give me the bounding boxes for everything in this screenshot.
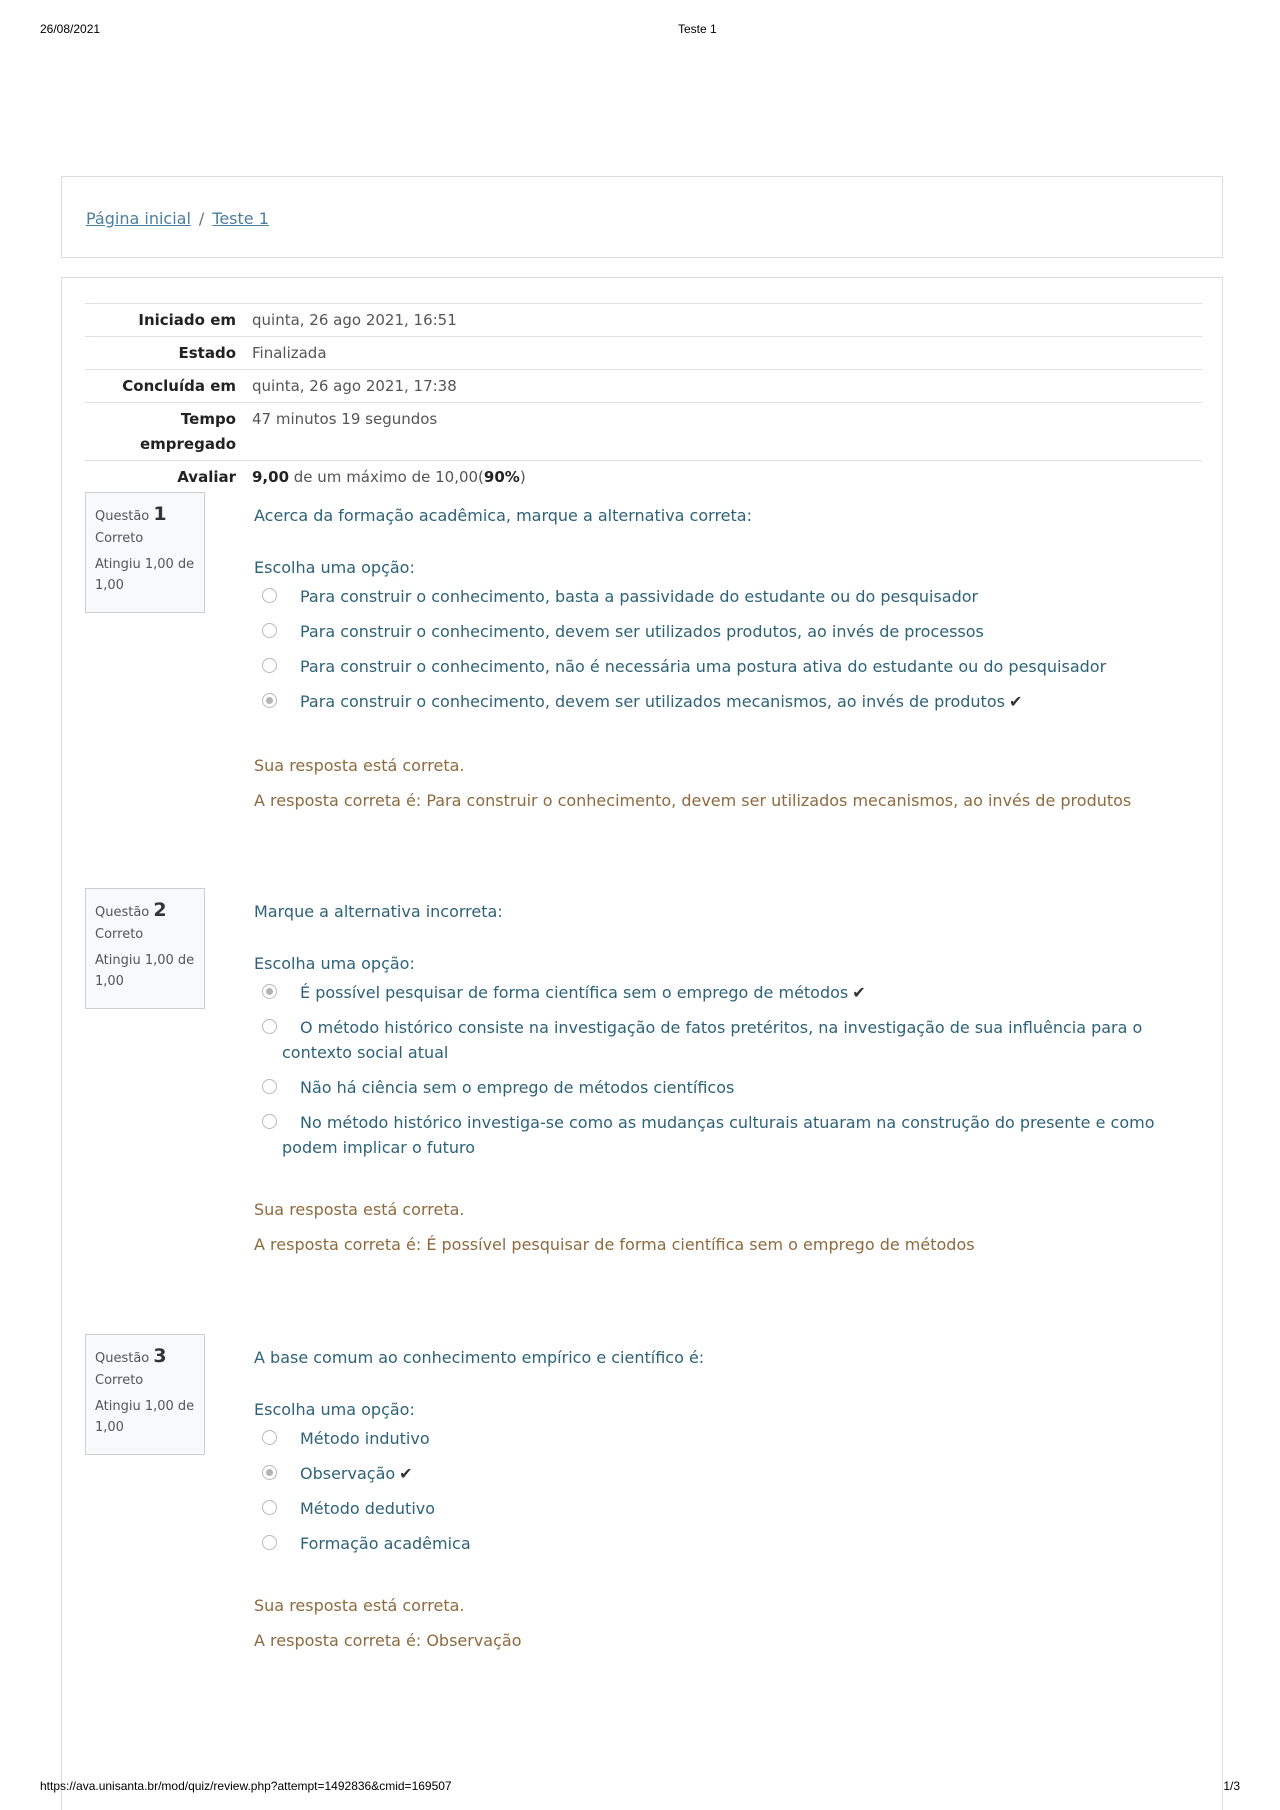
answer-option-selected[interactable]: Para construir o conhecimento, devem ser utilizados mecanismos, ao invés de produtos ✔	[254, 689, 1194, 714]
right-answer-text: A resposta correta é: É possível pesquisar de forma científica sem o emprego de métodos	[254, 1235, 975, 1254]
grade-end: )	[519, 468, 526, 486]
answer-option-selected[interactable]: É possível pesquisar de forma científica sem o emprego de métodos ✔	[254, 980, 1194, 1005]
right-answer-text: A resposta correta é: Para construir o conhecimento, devem ser utilizados mecanismos, ao invés de produtos	[254, 791, 1132, 810]
time-label	[85, 403, 250, 461]
breadcrumb-separator: /	[198, 209, 205, 228]
time-value: 47 minutos 19 segundos	[252, 410, 438, 428]
question-state: Correto	[95, 531, 144, 546]
completed-label: Concluída em	[122, 377, 236, 395]
summary-row-time	[85, 403, 1202, 461]
radio-button[interactable]	[262, 1079, 277, 1094]
started-value: quinta, 26 ago 2021, 16:51	[252, 311, 457, 329]
radio-button[interactable]	[262, 1430, 277, 1445]
question-info	[85, 1334, 205, 1455]
feedback-text: Sua resposta está correta.	[254, 1200, 465, 1219]
summary-row-grade	[85, 461, 1202, 494]
print-title: Teste 1	[678, 22, 717, 36]
answer-option[interactable]: Formação acadêmica	[254, 1531, 1194, 1556]
answer-option[interactable]: Método indutivo	[254, 1426, 1194, 1451]
radio-button[interactable]	[262, 1114, 277, 1129]
question-grade: Atingiu 1,00 de 1,00	[95, 1399, 195, 1435]
print-footer	[0, 1779, 1280, 1795]
checkmark-icon: ✔	[852, 983, 866, 1002]
radio-button[interactable]	[262, 588, 277, 603]
print-date: 26/08/2021	[40, 22, 101, 36]
question-number: Questão 1	[95, 503, 167, 525]
answer-option[interactable]: O método histórico consiste na investigação de fatos pretéritos, na investigação de sua influência para o contexto social atual	[254, 1015, 1194, 1065]
answer-option[interactable]: Para construir o conhecimento, devem ser utilizados produtos, ao invés de processos	[254, 619, 1194, 644]
answer-options	[254, 980, 1194, 1170]
right-answer-text: A resposta correta é: Observação	[254, 1631, 522, 1650]
quiz-review-card	[61, 277, 1223, 1810]
question-number: Questão 2	[95, 899, 167, 921]
question-state: Correto	[95, 927, 144, 942]
answer-option[interactable]: Não há ciência sem o emprego de métodos científicos	[254, 1075, 1194, 1100]
answer-option[interactable]: Para construir o conhecimento, basta a passividade do estudante ou do pesquisador	[254, 584, 1194, 609]
summary-row-completed	[85, 370, 1202, 403]
radio-button-checked[interactable]	[262, 1465, 277, 1480]
checkmark-icon: ✔	[1008, 692, 1023, 711]
answer-option[interactable]: Para construir o conhecimento, não é necessária uma postura ativa do estudante ou do pesquisador	[254, 654, 1194, 679]
radio-button[interactable]	[262, 623, 277, 638]
answer-option[interactable]: Método dedutivo	[254, 1496, 1194, 1521]
answer-options	[254, 584, 1194, 724]
time-label-line-1: Tempo	[180, 410, 236, 428]
breadcrumb	[86, 209, 269, 228]
started-label: Iniciado em	[138, 311, 236, 329]
radio-button[interactable]	[262, 1500, 277, 1515]
question-1	[85, 492, 1202, 872]
breadcrumb-home-link[interactable]: Página inicial	[86, 209, 191, 228]
question-text: A base comum ao conhecimento empírico e científico é:	[254, 1348, 705, 1367]
grade-percent: 90%	[483, 468, 520, 486]
question-grade: Atingiu 1,00 de 1,00	[95, 557, 195, 593]
question-text: Acerca da formação acadêmica, marque a alternativa correta:	[254, 506, 752, 525]
feedback-text: Sua resposta está correta.	[254, 1596, 465, 1615]
attempt-summary-table	[85, 303, 1202, 493]
state-label: Estado	[178, 344, 236, 362]
question-number: Questão 3	[95, 1345, 167, 1367]
grade-label: Avaliar	[177, 468, 236, 486]
grade-middle: de um máximo de 10,00(	[289, 468, 484, 486]
radio-button[interactable]	[262, 658, 277, 673]
grade-value	[250, 461, 1202, 494]
choose-option-prompt: Escolha uma opção:	[254, 1400, 415, 1419]
question-text: Marque a alternativa incorreta:	[254, 902, 503, 921]
radio-button[interactable]	[262, 1019, 277, 1034]
feedback-text: Sua resposta está correta.	[254, 756, 465, 775]
choose-option-prompt: Escolha uma opção:	[254, 954, 415, 973]
breadcrumb-card	[61, 176, 1223, 258]
answer-options	[254, 1426, 1194, 1566]
radio-button-checked[interactable]	[262, 693, 277, 708]
summary-row-started	[85, 304, 1202, 337]
breadcrumb-current-link[interactable]: Teste 1	[212, 209, 269, 228]
question-2	[85, 888, 1202, 1308]
print-url: https://ava.unisanta.br/mod/quiz/review.php?attempt=1492836&cmid=169507	[40, 1779, 452, 1793]
choose-option-prompt: Escolha uma opção:	[254, 558, 415, 577]
grade-score: 9,00	[252, 468, 290, 486]
question-info	[85, 492, 205, 613]
checkmark-icon: ✔	[399, 1464, 413, 1483]
completed-value: quinta, 26 ago 2021, 17:38	[252, 377, 457, 395]
state-value: Finalizada	[252, 344, 327, 362]
print-page-number: 1/3	[1223, 1779, 1240, 1793]
question-3	[85, 1334, 1202, 1714]
radio-button-checked[interactable]	[262, 984, 277, 999]
print-header	[0, 22, 1280, 38]
question-grade: Atingiu 1,00 de 1,00	[95, 953, 195, 989]
answer-option-selected[interactable]: Observação ✔	[254, 1461, 1194, 1486]
radio-button[interactable]	[262, 1535, 277, 1550]
summary-row-state	[85, 337, 1202, 370]
question-info	[85, 888, 205, 1009]
question-state: Correto	[95, 1373, 144, 1388]
time-label-line-2: empregado	[139, 435, 236, 453]
answer-option[interactable]: No método histórico investiga-se como as mudanças culturais atuaram na construção do presente e como podem implicar o futuro	[254, 1110, 1194, 1160]
